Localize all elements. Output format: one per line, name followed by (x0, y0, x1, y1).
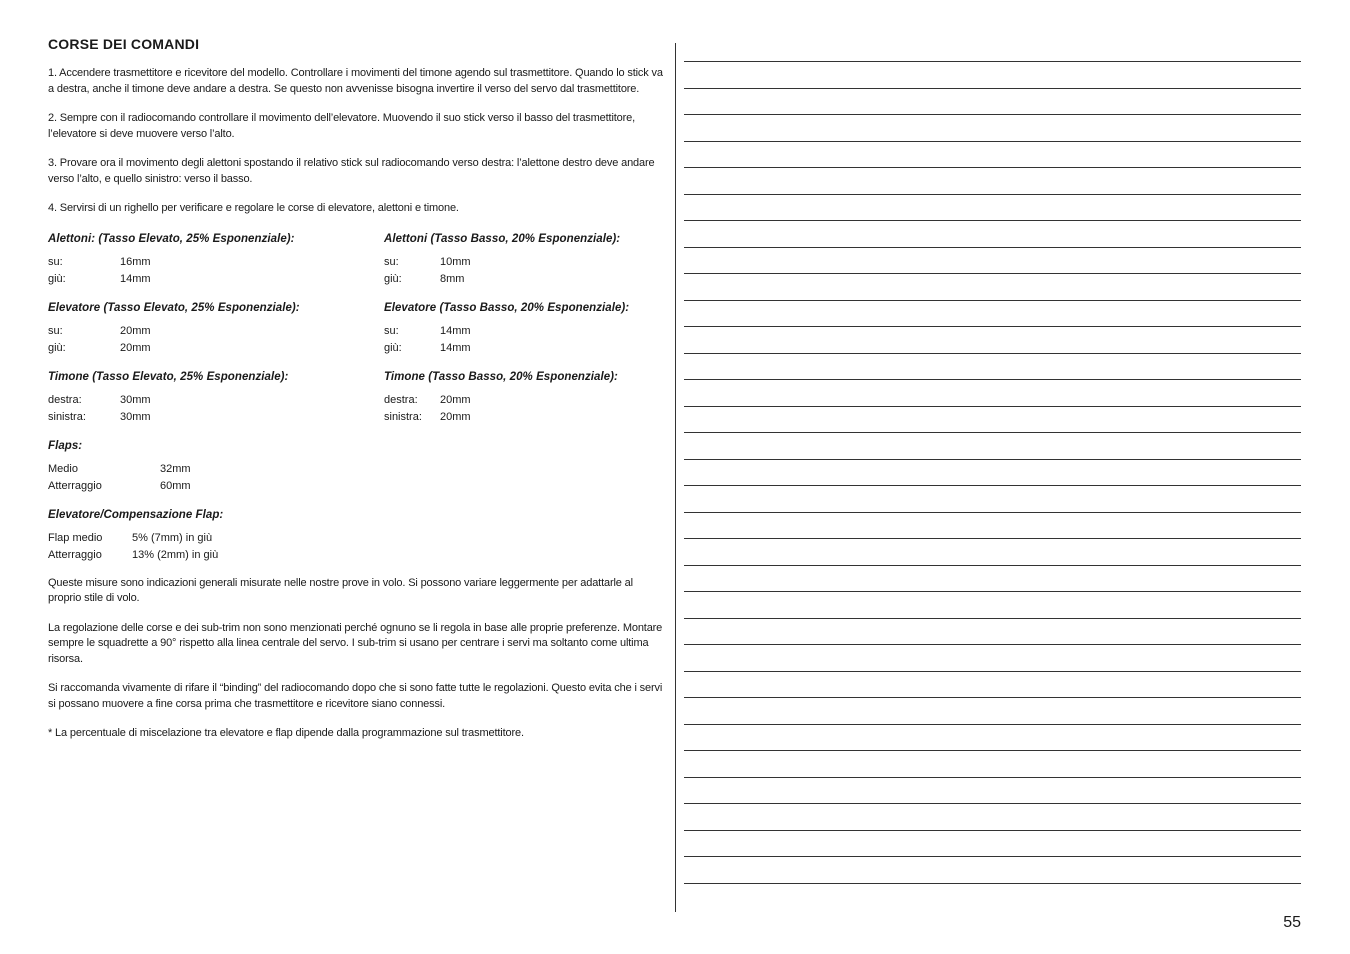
footnote: * La percentuale di miscelazione tra elevatore e flap dipende dalla programmazione sul trasmettitore. (48, 727, 524, 739)
throw-row (384, 254, 668, 271)
throw-row (384, 323, 668, 340)
flap-value: 60mm (160, 479, 191, 492)
section-title: Elevatore/Compensazione Flap: (48, 508, 224, 521)
comp-value: 13% (2mm) in giù (132, 548, 219, 561)
throw-label: su: (384, 255, 399, 268)
throw-row (384, 340, 668, 357)
comp-label: Flap medio (48, 531, 103, 544)
throw-value: 14mm (440, 324, 471, 337)
throw-value: 10mm (440, 255, 471, 268)
ruled-line (684, 883, 1301, 884)
ruled-line (684, 538, 1301, 539)
throw-row (48, 254, 384, 271)
ruled-line (684, 750, 1301, 751)
ruled-line (684, 194, 1301, 195)
ruled-line (684, 326, 1301, 327)
column-divider (675, 43, 676, 912)
throw-label: destra: (48, 393, 82, 406)
ruled-line (684, 724, 1301, 725)
page-number: 55 (1283, 914, 1301, 931)
section-title: Flaps: (48, 439, 83, 452)
throw-section (48, 233, 384, 288)
throws-grid (48, 233, 668, 440)
throw-value: 30mm (120, 393, 151, 406)
throw-section (384, 371, 668, 426)
comp-value: 5% (7mm) in giù (132, 531, 213, 544)
ruled-line (684, 379, 1301, 380)
section-title: Elevatore (Tasso Elevato, 25% Esponenziale): (48, 301, 300, 314)
throw-value: 20mm (440, 393, 471, 406)
section-title: Timone (Tasso Elevato, 25% Esponenziale): (48, 370, 289, 383)
throw-label: giù: (384, 341, 402, 354)
ruled-line (684, 88, 1301, 89)
section-title: Timone (Tasso Basso, 20% Esponenziale): (384, 370, 618, 383)
instructions-column (48, 36, 668, 750)
page-title: CORSE DEI COMANDI (48, 36, 200, 52)
ruled-line (684, 406, 1301, 407)
throw-value: 20mm (120, 341, 151, 354)
throw-value: 20mm (440, 410, 471, 423)
throw-row (48, 392, 384, 409)
section-title: Elevatore (Tasso Basso, 20% Esponenziale): (384, 301, 630, 314)
ruled-line (684, 432, 1301, 433)
throw-label: sinistra: (384, 410, 422, 423)
throw-value: 14mm (120, 272, 151, 285)
throw-section (384, 302, 668, 357)
ruled-line (684, 353, 1301, 354)
throw-row (48, 340, 384, 357)
section-title: Alettoni (Tasso Basso, 20% Esponenziale): (384, 232, 621, 245)
intro-step-3: 3. Provare ora il movimento degli alettoni spostando il relativo stick sul radiocomando verso destra: l’alettone destro deve andare verso l’alto, e quello sinistro: verso il basso. (48, 157, 655, 185)
throw-value: 16mm (120, 255, 151, 268)
throw-value: 30mm (120, 410, 151, 423)
flaps-section (48, 440, 668, 495)
ruled-line (684, 618, 1301, 619)
ruled-line (684, 697, 1301, 698)
ruled-line (684, 644, 1301, 645)
ruled-line (684, 141, 1301, 142)
comp-label: Atterraggio (48, 548, 102, 561)
flap-row (48, 478, 668, 495)
flap-label: Atterraggio (48, 479, 102, 492)
ruled-line (684, 273, 1301, 274)
flap-value: 32mm (160, 462, 191, 475)
ruled-line (684, 300, 1301, 301)
throw-value: 8mm (440, 272, 465, 285)
comp-row (48, 530, 668, 547)
ruled-line (684, 220, 1301, 221)
ruled-line (684, 856, 1301, 857)
throw-label: su: (48, 255, 63, 268)
intro-step-1: 1. Accendere trasmettitore e ricevitore del modello. Controllare i movimenti del timone agendo sul trasmettitore. Quando lo stick va a destra, anche il timone deve andare a destra. Se questo non avvenisse bisogna invertire il verso del servo dal trasmettitore. (48, 67, 663, 95)
ruled-line (684, 803, 1301, 804)
ruled-line (684, 591, 1301, 592)
throw-label: su: (48, 324, 63, 337)
comp-row (48, 547, 668, 564)
note-paragraph: Si raccomanda vivamente di rifare il “binding” del radiocomando dopo che si sono fatte tutte le regolazioni. Questo evita che i servi si possano muovere a fine corsa prima che trasmettitore e ricevitore siano connessi. (48, 682, 663, 710)
ruled-line (684, 114, 1301, 115)
throw-section (384, 233, 668, 288)
throw-value: 20mm (120, 324, 151, 337)
throw-section (48, 371, 384, 426)
ruled-line (684, 247, 1301, 248)
throw-label: su: (384, 324, 399, 337)
ruled-line (684, 830, 1301, 831)
intro-step-2: 2. Sempre con il radiocomando controllare il movimento dell’elevatore. Muovendo il suo stick verso il basso del trasmettitore, l’elevatore si deve muovere verso l’alto. (48, 112, 635, 140)
intro-step-4: 4. Servirsi di un righello per verificare e regolare le corse di elevatore, alettoni e timone. (48, 202, 459, 214)
ruled-line (684, 512, 1301, 513)
compensation-section (48, 509, 668, 564)
throw-row (48, 409, 384, 426)
throw-label: giù: (384, 272, 402, 285)
ruled-line (684, 61, 1301, 62)
throw-row (48, 271, 384, 288)
throw-label: giù: (48, 341, 66, 354)
note-paragraph: La regolazione delle corse e dei sub-trim non sono menzionati perché ognuno se li regola in base alle proprie preferenze. Montare sempre le squadrette a 90° rispetto alla linea centrale del servo. I sub-trim si usano per centrare i servi ma soltanto come ultima risorsa. (48, 621, 663, 665)
flap-row (48, 461, 668, 478)
ruled-line (684, 777, 1301, 778)
ruled-line (684, 565, 1301, 566)
throw-row (384, 271, 668, 288)
throw-section (48, 302, 384, 357)
throw-row (48, 323, 384, 340)
ruled-line (684, 671, 1301, 672)
throw-row (384, 409, 668, 426)
throw-label: giù: (48, 272, 66, 285)
throw-label: sinistra: (48, 410, 86, 423)
ruled-line (684, 485, 1301, 486)
section-title: Alettoni: (Tasso Elevato, 25% Esponenziale): (48, 232, 295, 245)
ruled-line (684, 167, 1301, 168)
ruled-line (684, 459, 1301, 460)
throw-row (384, 392, 668, 409)
note-paragraph: Queste misure sono indicazioni generali misurate nelle nostre prove in volo. Si possono variare leggermente per adattarle al proprio stile di volo. (48, 576, 633, 604)
throw-label: destra: (384, 393, 418, 406)
flap-label: Medio (48, 462, 78, 475)
throw-value: 14mm (440, 341, 471, 354)
